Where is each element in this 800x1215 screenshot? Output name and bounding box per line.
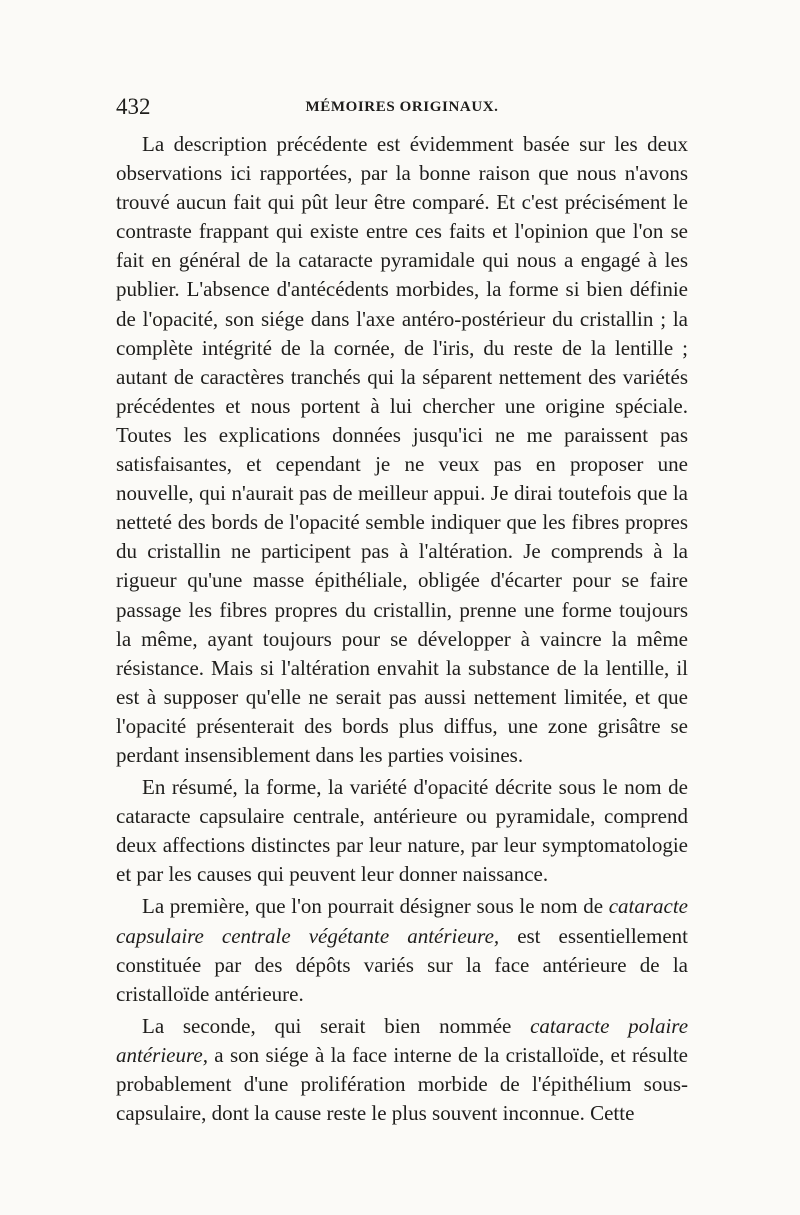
paragraph-4-text-after: a son siége à la face interne de la cristalloïde, et résulte probablement d'une prolifération morbide de l'épithélium sous-capsulaire, dont la cause reste le plus souvent inconnue. Cette bbox=[116, 1042, 688, 1126]
page-number: 432 bbox=[116, 94, 151, 119]
paragraph-1: La description précédente est évidemment basée sur les deux observations ici rapportées, par la bonne raison que nous n'avons trouvé aucun fait qui pût leur être comparé. Et c'est précisément le contraste frappant qui existe entre ces faits et l'opinion que l'on se fait en général de la cataracte pyramidale qui nous a engagé à les publier. L'absence d'antécédents morbides, la forme si bien définie de l'opacité, son siége dans l'axe antéro-postérieur du cristallin ; la complète intégrité de la cornée, de l'iris, du reste de la lentille ; autant de caractères tranchés qui la séparent nettement des variétés précédentes et nous portent à lui chercher une origine spéciale. Toutes les explications données jusqu'ici ne me paraissent pas satisfaisantes, et cependant je ne veux pas en proposer une nouvelle, qui n'aurait pas de meilleur appui. Je dirai toutefois que la netteté des bords de l'opacité semble indiquer que les fibres propres du cristallin ne participent pas à l'altération. Je comprends à la rigueur qu'une masse épithéliale, obligée d'écarter pour se faire passage les fibres propres du cristallin, prenne une forme toujours la même, ayant toujours pour se développer à vaincre la même résistance. Mais si l'altération envahit la substance de la lentille, il est à supposer qu'elle ne serait pas aussi nettement limitée, et que l'opacité présenterait des bords plus diffus, une zone grisâtre se perdant insensiblement dans les parties voisines. bbox=[116, 132, 688, 767]
body-text bbox=[116, 130, 688, 1131]
page-header bbox=[116, 92, 688, 122]
paragraph-2: En résumé, la forme, la variété d'opacité décrite sous le nom de cataracte capsulaire centrale, antérieure ou pyramidale, comprend deux affections distinctes par leur nature, par leur symptomatologie et par les causes qui peuvent leur donner naissance. bbox=[116, 775, 688, 887]
paragraph-3-italic-term: cataracte capsulaire centrale végétante antérieure, bbox=[116, 894, 689, 948]
paragraph-4 bbox=[116, 1012, 688, 1128]
paragraph-3 bbox=[116, 892, 688, 1008]
running-head: MÉMOIRES ORIGINAUX. bbox=[305, 99, 499, 115]
paragraph-4-italic-term: cataracte polaire antérieure, bbox=[116, 1013, 689, 1067]
paragraph-4-text-before: La seconde, qui serait bien nommée bbox=[142, 1013, 512, 1038]
paragraph-3-text-before: La première, que l'on pourrait désigner sous le nom de bbox=[142, 894, 604, 919]
paragraph-3-text-after: est essentiellement constituée par des dépôts variés sur la face antérieure de la cristalloïde antérieure. bbox=[116, 923, 688, 1006]
